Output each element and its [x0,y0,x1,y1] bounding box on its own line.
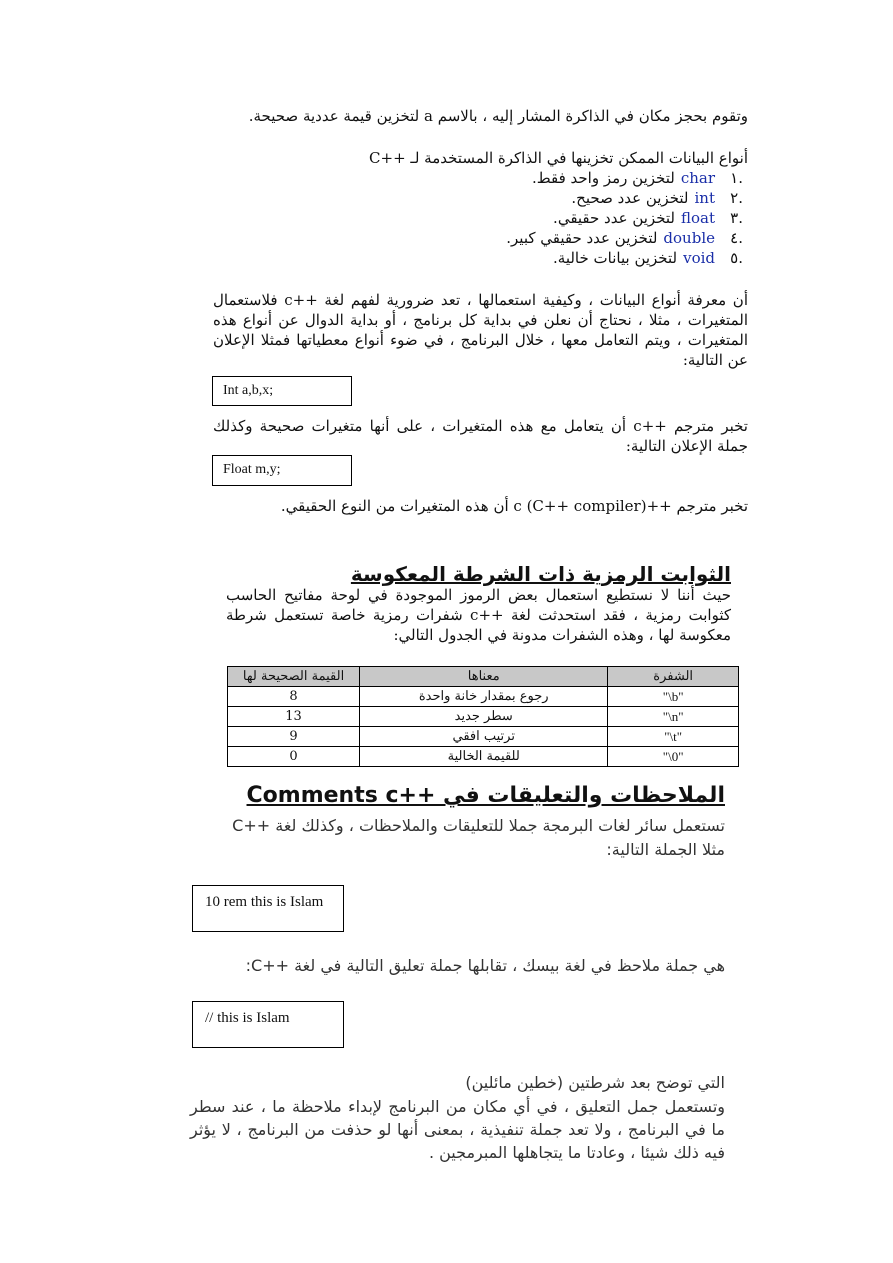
table-row [228,707,739,727]
type-description: لتخزين رمز واحد فقط. [531,169,675,187]
escape-codes-table [227,666,739,767]
cell-code: "\n" [608,707,739,727]
list-item [363,208,743,228]
list-item [363,188,743,208]
code-box-float-declaration: Float m,y; [212,455,352,486]
data-types-intro: أنواع البيانات الممكن تخزينها في الذاكرة المستخدمة لـ ++C [369,149,748,167]
cell-code: "\t" [608,727,739,747]
code-box-basic-remark: 10 rem this is Islam [192,885,344,932]
type-keyword: char [680,169,715,187]
data-types-list [363,168,743,268]
type-description: لتخزين عدد حقيقي. [553,209,675,227]
paragraph-comments-usage: وتستعمل جمل التعليق ، في أي مكان من البرنامج لإبداء ملاحظة ما ، عند سطر ما في البرنامج ، ولا تعد جملة تنفيذية ، بمعنى أنها لو حذفت من البرنامج ، لا يؤثر فيه ذلك شيئا ، وعادتا ما يتجاهلها المبرمجين . [190,1097,725,1162]
cell-code: "\b" [608,687,739,707]
item-number: .١ [730,169,743,187]
table-row [228,747,739,767]
item-number: .٤ [730,229,743,247]
code-box-int-declaration: Int a,b,x; [212,376,352,406]
cell-value: 8 [228,687,360,707]
list-item [363,168,743,188]
cell-meaning: للقيمة الخالية [360,747,608,767]
list-item [363,228,743,248]
type-keyword: double [663,229,715,247]
type-keyword: int [694,189,715,207]
paragraph-int-explanation: تخبر مترجم ++c أن يتعامل مع هذه المتغيرات ، على أنها متغيرات صحيحة وكذلك جملة الإعلان التالية: [213,417,748,455]
heading-comments: الملاحظات والتعليقات في ++Comments c [246,783,725,808]
table-row [228,727,739,747]
column-header-value: القيمة الصحيحة لها [228,667,360,687]
item-number: .٥ [730,249,743,267]
cell-value: 0 [228,747,360,767]
paragraph-backslash-intro: حيث أننا لا نستطيع استعمال بعض الرموز الموجودة في لوحة مفاتيح الحاسب كثوابت رمزية ، فقد استحدثت لغة ++c شفرات رمزية خاصة تستعمل شرطة معكوسة لها ، وهذه الشفرات مدونة في الجدول التالي: [226,586,731,644]
cell-value: 9 [228,727,360,747]
type-keyword: void [683,249,715,267]
paragraph-comments-intro: تستعمل سائر لغات البرمجة جملا للتعليقات والملاحظات ، وكذلك لغة ++C مثلا الجملة التالية: [232,816,725,859]
paragraph-variable-declaration: وتقوم بحجز مكان في الذاكرة المشار إليه ، بالاسم a لتخزين قيمة عددية صحيحة. [248,107,748,125]
cell-meaning: رجوع بمقدار خانة واحدة [360,687,608,707]
column-header-code: الشفرة [608,667,739,687]
paragraph-float-explanation: تخبر مترجم ++c (C++ compiler) أن هذه المتغيرات من النوع الحقيقي. [280,497,748,515]
type-description: لتخزين بيانات خالية. [553,249,678,267]
heading-backslash-constants: الثوابت الرمزية ذات الشرطة المعكوسة [350,562,731,586]
type-description: لتخزين عدد صحيح. [571,189,689,207]
column-header-meaning: معناها [360,667,608,687]
list-item [363,248,743,268]
cell-code: "\0" [608,747,739,767]
cell-meaning: ترتيب افقي [360,727,608,747]
table-row [228,687,739,707]
code-box-cpp-comment: // this is Islam [192,1001,344,1048]
type-description: لتخزين عدد حقيقي كبير. [506,229,658,247]
type-keyword: float [680,209,715,227]
item-number: .٣ [730,209,743,227]
paragraph-double-slash: التي توضح بعد شرطتين (خطين مائلين) [465,1073,725,1092]
cell-meaning: سطر جديد [360,707,608,727]
cell-value: 13 [228,707,360,727]
item-number: .٢ [730,189,743,207]
paragraph-basic-remark: هي جملة ملاحظ في لغة بيسك ، تقابلها جملة تعليق التالية في لغة ++C: [245,956,725,975]
paragraph-data-types-importance: أن معرفة أنواع البيانات ، وكيفية استعمالها ، تعد ضرورية لفهم لغة ++c فلاستعمال المتغيرات ، مثلا ، نحتاج أن نعلن في بداية كل برنامج ، أو بداية الدوال عن أنواع هذه المتغيرات ، ويتم التعامل معها ، خلال البرنامج ، في ضوء أنواع معطياتها فمثلا الإعلان عن التالية: [213,291,748,369]
table-header-row [228,667,739,687]
